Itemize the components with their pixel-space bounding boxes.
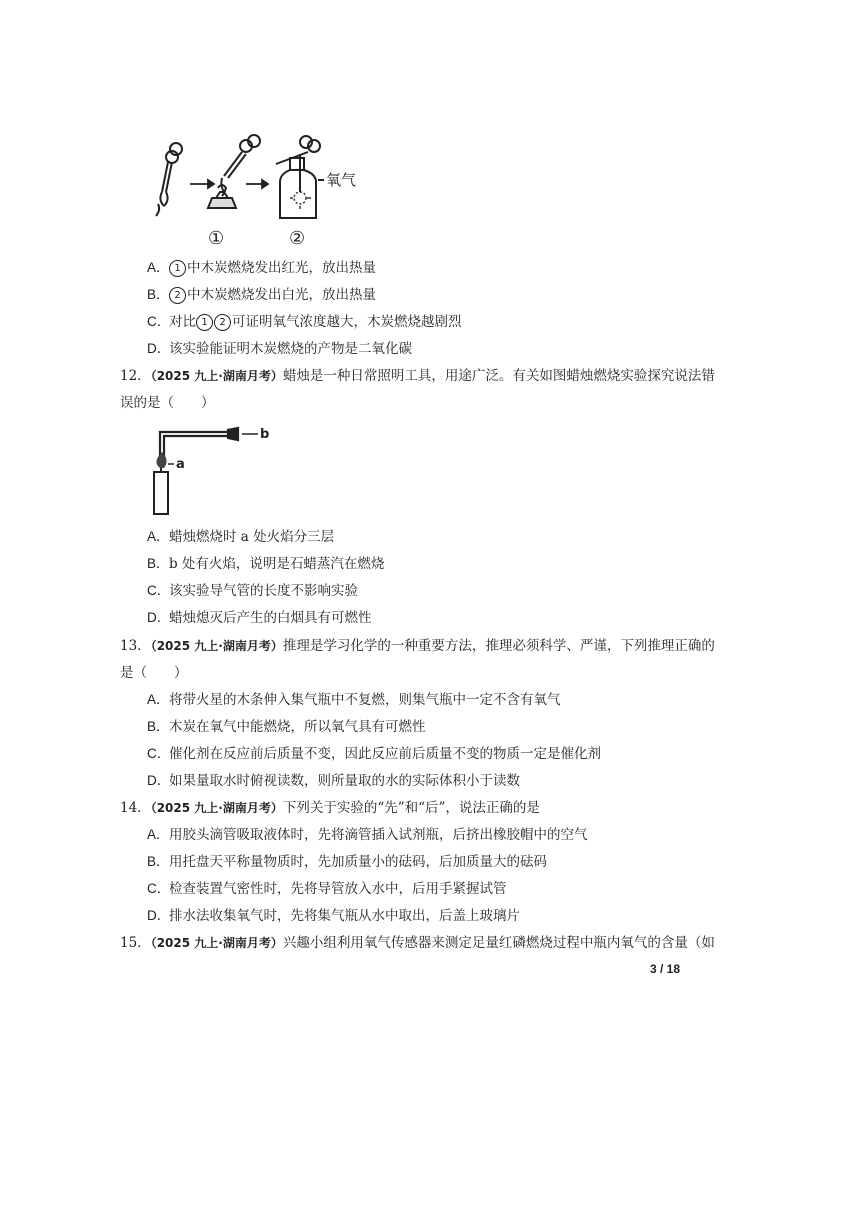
tongs-icon bbox=[156, 143, 182, 216]
q11-option-a[interactable]: A． 1 中木炭燃烧发出红光，放出热量 bbox=[147, 260, 376, 276]
step2-label: ② bbox=[289, 228, 306, 249]
q13-option-d[interactable]: D．如果量取水时俯视读数，则所量取的水的实际体积小于读数 bbox=[147, 773, 520, 789]
step1-label: ① bbox=[208, 228, 225, 249]
q13-option-c[interactable]: C．催化剂在反应前后质量不变，因此反应前后质量不变的物质一定是催化剂 bbox=[147, 746, 601, 762]
q12-option-a[interactable]: A．蜡烛燃烧时 a 处火焰分三层 bbox=[147, 529, 335, 545]
q12-option-b[interactable]: B．b 处有火焰，说明是石蜡蒸汽在燃烧 bbox=[147, 556, 385, 572]
q13-option-a[interactable]: A．将带火星的木条伸入集气瓶中不复燃，则集气瓶中一定不含有氧气 bbox=[147, 692, 561, 708]
q14-option-b[interactable]: B．用托盘天平称量物质时，先加质量小的砝码，后加质量大的砝码 bbox=[147, 854, 547, 870]
q11-option-d[interactable]: D．该实验能证明木炭燃烧的产物是二氧化碳 bbox=[147, 341, 412, 357]
charcoal-combustion-figure bbox=[150, 132, 370, 250]
q14-option-c[interactable]: C．检查装置气密性时，先将导管放入水中，后用手紧握试管 bbox=[147, 881, 507, 897]
q12-option-c[interactable]: C．该实验导气管的长度不影响实验 bbox=[147, 583, 358, 599]
q13-option-b[interactable]: B．木炭在氧气中能燃烧，所以氧气具有可燃性 bbox=[147, 719, 426, 735]
q11-option-c[interactable]: C．对比 1 2 可证明氧气浓度越大，木炭燃烧越剧烈 bbox=[147, 314, 462, 330]
q11-option-b[interactable]: B． 2 中木炭燃烧发出白光，放出热量 bbox=[147, 287, 376, 303]
q12-option-d[interactable]: D．蜡烛熄灭后产生的白烟具有可燃性 bbox=[147, 610, 372, 626]
label-b: b bbox=[260, 427, 270, 442]
gas-jar-icon bbox=[276, 136, 324, 218]
q12-stem-line2: 误的是（ ） bbox=[120, 395, 215, 411]
q14-stem: 14．（2025 九上·湖南月考）下列关于实验的“先”和“后”，说法正确的是 bbox=[120, 800, 540, 816]
oxygen-label: 氧气 bbox=[326, 171, 357, 189]
q13-stem-line2: 是（ ） bbox=[120, 665, 188, 681]
label-a: a bbox=[176, 457, 185, 472]
candle-figure bbox=[142, 424, 282, 520]
candle-icon bbox=[154, 468, 168, 514]
q15-stem: 15．（2025 九上·湖南月考）兴趣小组利用氧气传感器来测定足量红磷燃烧过程中瓶内氧气的含量（如 bbox=[120, 935, 715, 951]
q12-stem: 12．（2025 九上·湖南月考）蜡烛是一种日常照明工具，用途广泛。有关如图蜡烛燃烧实验探究说法错 bbox=[120, 368, 715, 384]
alcohol-lamp-icon bbox=[208, 135, 260, 208]
q13-stem: 13．（2025 九上·湖南月考）推理是学习化学的一种重要方法，推理必须科学、严谨，下列推理正确的 bbox=[120, 638, 715, 654]
page-number: 3 / 18 bbox=[650, 962, 681, 976]
q14-option-a[interactable]: A．用胶头滴管吸取液体时，先将滴管插入试剂瓶，后挤出橡胶帽中的空气 bbox=[147, 827, 588, 843]
q14-option-d[interactable]: D．排水法收集氧气时，先将集气瓶从水中取出，后盖上玻璃片 bbox=[147, 908, 520, 924]
